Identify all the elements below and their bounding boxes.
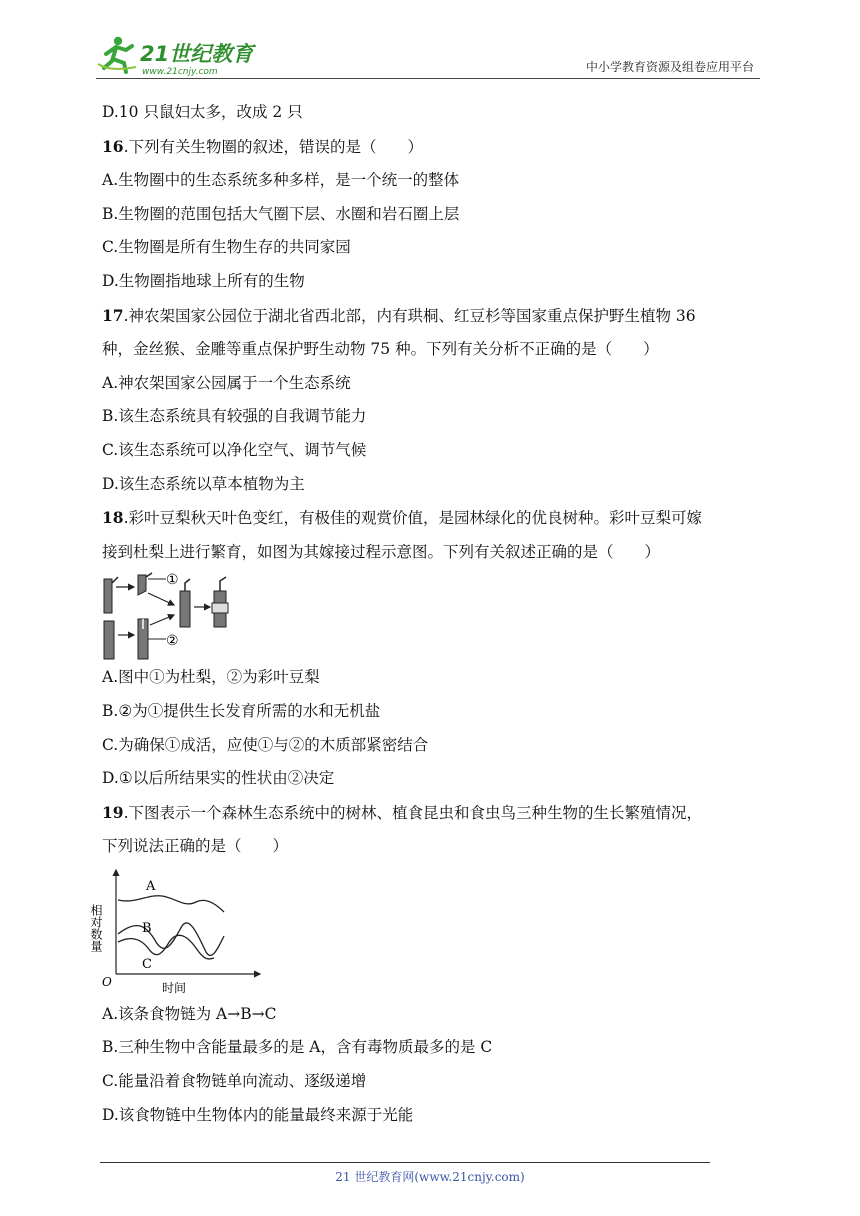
q18-stem-line2: 接到杜梨上进行繁育，如图为其嫁接过程示意图。下列有关叙述正确的是（ ） bbox=[102, 542, 661, 561]
q16-option-a: A.生物圈中的生态系统多种多样，是一个统一的整体 bbox=[102, 171, 460, 190]
q18-option-a: A.图中①为杜梨，②为彩叶豆梨 bbox=[102, 668, 320, 687]
question-19 bbox=[89, 796, 766, 1133]
question-content bbox=[89, 96, 766, 1132]
y-axis-label: 相对数量 bbox=[89, 903, 103, 952]
label-2: ② bbox=[166, 633, 179, 650]
q19-option-c: C.能量沿着食物链单向流动、逐级递增 bbox=[102, 1072, 367, 1091]
q16-option-c: C.生物圈是所有生物生存的共同家园 bbox=[102, 238, 351, 257]
svg-text:www.21cnjy.com: www.21cnjy.com bbox=[142, 67, 218, 77]
footer-rule bbox=[100, 1162, 710, 1163]
q19-stem-line1: 19.下图表示一个森林生态系统中的树林、植食昆虫和食虫鸟三种生物的生长繁殖情况， bbox=[102, 802, 703, 822]
q17-option-c: C.该生态系统可以净化空气、调节气候 bbox=[102, 440, 367, 459]
series-label-c: C bbox=[142, 956, 152, 972]
q18-option-b: B.②为①提供生长发育所需的水和无机盐 bbox=[102, 701, 381, 720]
q16-option-d: D.生物圈指地球上所有的生物 bbox=[102, 271, 305, 290]
question-18 bbox=[102, 501, 766, 796]
q16-stem: 16.下列有关生物圈的叙述，错误的是（ ） bbox=[102, 136, 424, 156]
page-header bbox=[96, 30, 760, 82]
q19-stem-line2: 下列说法正确的是（ ） bbox=[102, 837, 289, 856]
label-1: ① bbox=[166, 572, 179, 589]
population-chart bbox=[89, 864, 266, 998]
q18-stem-line1: 18.彩叶豆梨秋天叶色变红，有极佳的观赏价值，是园林绿化的优良树种。彩叶豆梨可嫁 bbox=[102, 508, 703, 528]
header-rule bbox=[96, 78, 760, 79]
series-label-b: B bbox=[142, 920, 152, 936]
bound-graft-icon bbox=[212, 577, 228, 627]
cut-rootstock-icon bbox=[138, 619, 148, 659]
q16-option-b: B.生物圈的范围包括大气圈下层、水圈和岩石圈上层 bbox=[102, 204, 460, 223]
curve-a bbox=[118, 896, 224, 912]
q17-option-a: A.神农架国家公园属于一个生态系统 bbox=[102, 373, 351, 392]
cut-scion-icon bbox=[138, 573, 152, 595]
joined-graft-icon bbox=[180, 579, 190, 627]
q18-option-c: C.为确保①成活，应使①与②的木质部紧密结合 bbox=[102, 735, 429, 754]
q19-option-b: B.三种生物中含能量最多的是 A，含有毒物质最多的是 C bbox=[102, 1038, 493, 1057]
running-man-icon bbox=[98, 37, 136, 72]
q17-option-b: B.该生态系统具有较强的自我调节能力 bbox=[102, 407, 367, 426]
rootstock-icon bbox=[104, 621, 114, 659]
q15-option-d: D.10 只鼠妇太多，改成 2 只 bbox=[102, 103, 303, 121]
scion-branch-icon bbox=[104, 577, 118, 613]
q17-stem-line1: 17.神农架国家公园位于湖北省西北部，内有珙桐、红豆杉等国家重点保护野生植物 36 bbox=[102, 305, 696, 325]
x-axis-label: 时间 bbox=[162, 980, 187, 995]
question-16 bbox=[102, 130, 766, 299]
site-logo bbox=[96, 34, 266, 78]
q17-stem-line2: 种，金丝猴、金雕等重点保护野生动物 75 种。下列有关分析不正确的是（ ） bbox=[102, 340, 659, 359]
series-label-a: A bbox=[146, 878, 156, 894]
q19-option-d: D.该食物链中生物体内的能量最终来源于光能 bbox=[102, 1105, 414, 1124]
q17-option-d: D.该生态系统以草本植物为主 bbox=[102, 474, 305, 493]
q18-option-d: D.①以后所结果实的性状由②决定 bbox=[102, 769, 335, 788]
q19-option-a: A.该条食物链为 A→B→C bbox=[102, 1004, 277, 1023]
grafting-diagram bbox=[102, 569, 242, 661]
question-17 bbox=[102, 299, 766, 502]
origin-label: O bbox=[102, 974, 112, 989]
page-footer: 21 世纪教育网(www.21cnjy.com) bbox=[335, 1170, 525, 1184]
svg-text:21世纪教育: 21世纪教育 bbox=[140, 42, 254, 66]
platform-name: 中小学教育资源及组卷应用平台 bbox=[585, 60, 754, 74]
